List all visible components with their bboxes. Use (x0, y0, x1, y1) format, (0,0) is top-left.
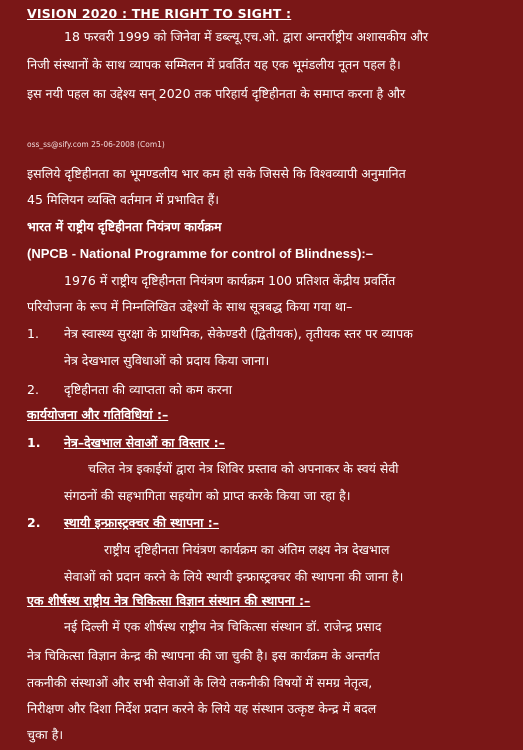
para3-line1: 1976 में राष्ट्रीय दृष्टिहीनता नियंत्रण कार्यक्रम 100 प्रतिशत केंद्रीय प्रवर्तित (64, 273, 396, 288)
para3-line2: परियोजना के रूप में निम्नलिखित उद्देश्यों के साथ सूत्रबद्ध किया गया था– (27, 299, 353, 314)
npcb-heading: भारत में राष्ट्रीय दृष्टिहीनता नियंत्रण कार्यक्रम (27, 219, 222, 234)
para1-line1: 18 फरवरी 1999 को जिनेवा में डब्ल्यू.एच.ओ. द्वारा अन्तर्राष्ट्रीय अशासकीय और (64, 29, 429, 44)
footer-note: oss_ss@sify.com 25-06-2008 (Com1) (27, 140, 165, 149)
para2-line1: इसलिये दृष्टिहीनता का भूमण्डलीय भार कम हो सके जिससे कि विश्वव्यापी अनुमानित (27, 166, 406, 181)
para1-line3: इस नयी पहल का उद्देश्य सन् 2020 तक परिहार्य दृष्टिहीनता के समाप्त करना है और (27, 86, 406, 101)
section-1-line1: चलित नेत्र इकाईयों द्वारा नेत्र शिविर प्रस्ताव को अपनाकर के स्वयं सेवी (88, 461, 399, 476)
objective-1-line1: नेत्र स्वास्थ्य सुरक्षा के प्राथमिक, सेकेण्डरी (द्वितीयक), तृतीयक स्तर पर व्यापक (64, 326, 413, 341)
section-1-line2: संगठनों की सहभागिता सहयोग को प्राप्त करके किया जा रहा है। (64, 488, 351, 503)
section-1-heading: नेत्र–देखभाल सेवाओं का विस्तार :– (64, 435, 225, 450)
section-1-number: 1. (27, 435, 41, 450)
section-2-line1: राष्ट्रीय दृष्टिहीनता नियंत्रण कार्यक्रम का अंतिम लक्ष्य नेत्र देखभाल (104, 542, 390, 557)
para4-line1: नई दिल्ली में एक शीर्षस्थ राष्ट्रीय नेत्र चिकित्सा संस्थान डॉ. राजेन्द्र प्रसाद (64, 619, 382, 634)
section-2-line2: सेवाओं को प्रदान करने के लिये स्थायी इन्फ्रास्ट्रक्चर की स्थापना की जाना है। (64, 569, 404, 584)
section-2-number: 2. (27, 515, 41, 530)
action-plan-heading: कार्ययोजना और गतिविधियां :– (27, 407, 169, 422)
para2-line2: 45 मिलियन व्यक्ति वर्तमान में प्रभावित हैं। (27, 192, 219, 207)
section-2-heading: स्थायी इन्फ्रास्ट्रक्चर की स्थापना :– (64, 515, 220, 530)
npcb-heading-english: (NPCB - National Programme for control of Blindness):– (27, 246, 373, 261)
para4-line5: चुका है। (27, 727, 64, 742)
para1-line2: निजी संस्थानों के साथ व्यापक सम्मिलन में प्रवर्तित यह एक भूमंडलीय नूतन पहल है। (27, 57, 401, 72)
objective-1-number: 1. (27, 326, 39, 341)
para4-line4: निरीक्षण और दिशा निर्देश प्रदान करने के लिये यह संस्थान उत्कृष्ट केन्द्र में बदल (27, 701, 377, 716)
objective-2-number: 2. (27, 382, 39, 397)
para4-line2: नेत्र चिकित्सा विज्ञान केन्द्र की स्थापना की जा चुकी है। इस कार्यक्रम के अन्तर्गत (27, 648, 380, 663)
objective-2-line1: दृष्टिहीनता की व्याप्तता को कम करना (64, 382, 232, 397)
page-title: VISION 2020 : THE RIGHT TO SIGHT : (27, 6, 292, 21)
objective-1-line2: नेत्र देखभाल सुविधाओं को प्रदाय किया जाना। (64, 353, 270, 368)
para4-line3: तकनीकी संस्थाओं और सभी सेवाओं के लिये तकनीकी विषयों में समग्र नेतृत्व, (27, 675, 373, 690)
institute-heading: एक शीर्षस्थ राष्ट्रीय नेत्र चिकित्सा विज्ञान संस्थान की स्थापना :– (27, 593, 311, 608)
